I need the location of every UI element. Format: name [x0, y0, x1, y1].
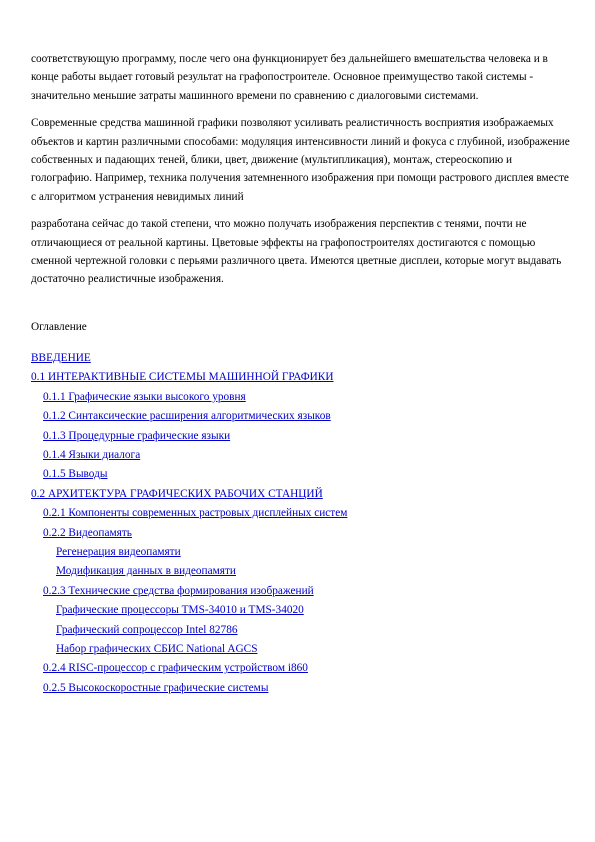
toc-entry — [31, 562, 571, 581]
toc-entry — [31, 659, 571, 678]
toc-link[interactable]: 0.2.5 Высокоскоростные графические системы — [43, 681, 269, 694]
toc-entry — [31, 407, 571, 426]
toc-entry — [31, 446, 571, 465]
toc-entry — [31, 465, 571, 484]
toc-entry — [31, 582, 571, 601]
toc-entry — [31, 601, 571, 620]
toc-entry — [31, 349, 571, 368]
toc-entry — [31, 485, 571, 504]
toc-link[interactable]: 0.2.3 Технические средства формирования изображений — [43, 584, 314, 597]
toc-link[interactable]: 0.2.2 Видеопамять — [43, 526, 132, 539]
document-page — [31, 50, 571, 698]
toc-entry — [31, 524, 571, 543]
table-of-contents — [31, 349, 571, 698]
toc-link[interactable]: Графические процессоры TMS-34010 и TMS-34020 — [56, 604, 304, 617]
body-paragraph-1: соответствующую программу, после чего она функционирует без дальнейшего вмешательства человека и в конце работы выдает готовый результат на графопостроителе. Основное преимущество такой системы - значительно меньшие затраты машинного времени по сравнению с диалоговыми системами. — [31, 53, 548, 102]
toc-entry — [31, 368, 571, 387]
toc-link[interactable]: Набор графических СБИС National AGCS — [56, 642, 258, 655]
toc-entry — [31, 679, 571, 698]
body-paragraph-3: разработана сейчас до такой степени, что можно получать изображения перспектив с тенями, почти не отличающиеся от реальной картины. Цветовые эффекты на графопостроителях достигаются с помощью сменной чертежной головки с перьями различного цвета. Имеются цветные дисплеи, которые могут выдавать достаточно реалистичные изображения. — [31, 218, 562, 286]
toc-entry — [31, 543, 571, 562]
toc-link[interactable]: Регенерация видеопамяти — [56, 545, 181, 558]
toc-link[interactable]: 0.1.5 Выводы — [43, 468, 108, 481]
toc-entry — [31, 621, 571, 640]
toc-link[interactable]: ВВЕДЕНИЕ — [31, 351, 91, 364]
toc-link[interactable]: 0.1.1 Графические языки высокого уровня — [43, 390, 246, 403]
toc-link[interactable]: 0.2 АРХИТЕКТУРА ГРАФИЧЕСКИХ РАБОЧИХ СТАНЦИЙ — [31, 487, 323, 500]
toc-link[interactable]: 0.1.2 Синтаксические расширения алгоритмических языков — [43, 410, 331, 423]
toc-entry — [31, 640, 571, 659]
toc-heading: Оглавление — [31, 320, 87, 333]
toc-link[interactable]: Модификация данных в видеопамяти — [56, 565, 236, 578]
toc-link[interactable]: 0.2.1 Компоненты современных растровых дисплейных систем — [43, 507, 348, 520]
toc-entry — [31, 504, 571, 523]
toc-link[interactable]: 0.1.3 Процедурные графические языки — [43, 429, 231, 442]
toc-link[interactable]: 0.2.4 RISC-процессор с графическим устройством i860 — [43, 662, 308, 675]
toc-link[interactable]: Графический сопроцессор Intel 82786 — [56, 623, 238, 636]
toc-link[interactable]: 0.1 ИНТЕРАКТИВНЫЕ СИСТЕМЫ МАШИННОЙ ГРАФИКИ — [31, 371, 334, 384]
toc-entry — [31, 388, 571, 407]
toc-link[interactable]: 0.1.4 Языки диалога — [43, 448, 141, 461]
body-paragraph-2: Современные средства машинной графики позволяют усиливать реалистичность восприятия изображаемых объектов и картин различными способами: модуляция интенсивности линий и фокуса с глубиной, изображение собственных и падающих теней, блики, цвет, движение (мультипликация), монтаж, стереоскопию и голографию. Например, техника получения затемненного изображения при помощи растрового дисплея вместе с алгоритмом устранения невидимых линий — [31, 117, 570, 203]
toc-entry — [31, 427, 571, 446]
